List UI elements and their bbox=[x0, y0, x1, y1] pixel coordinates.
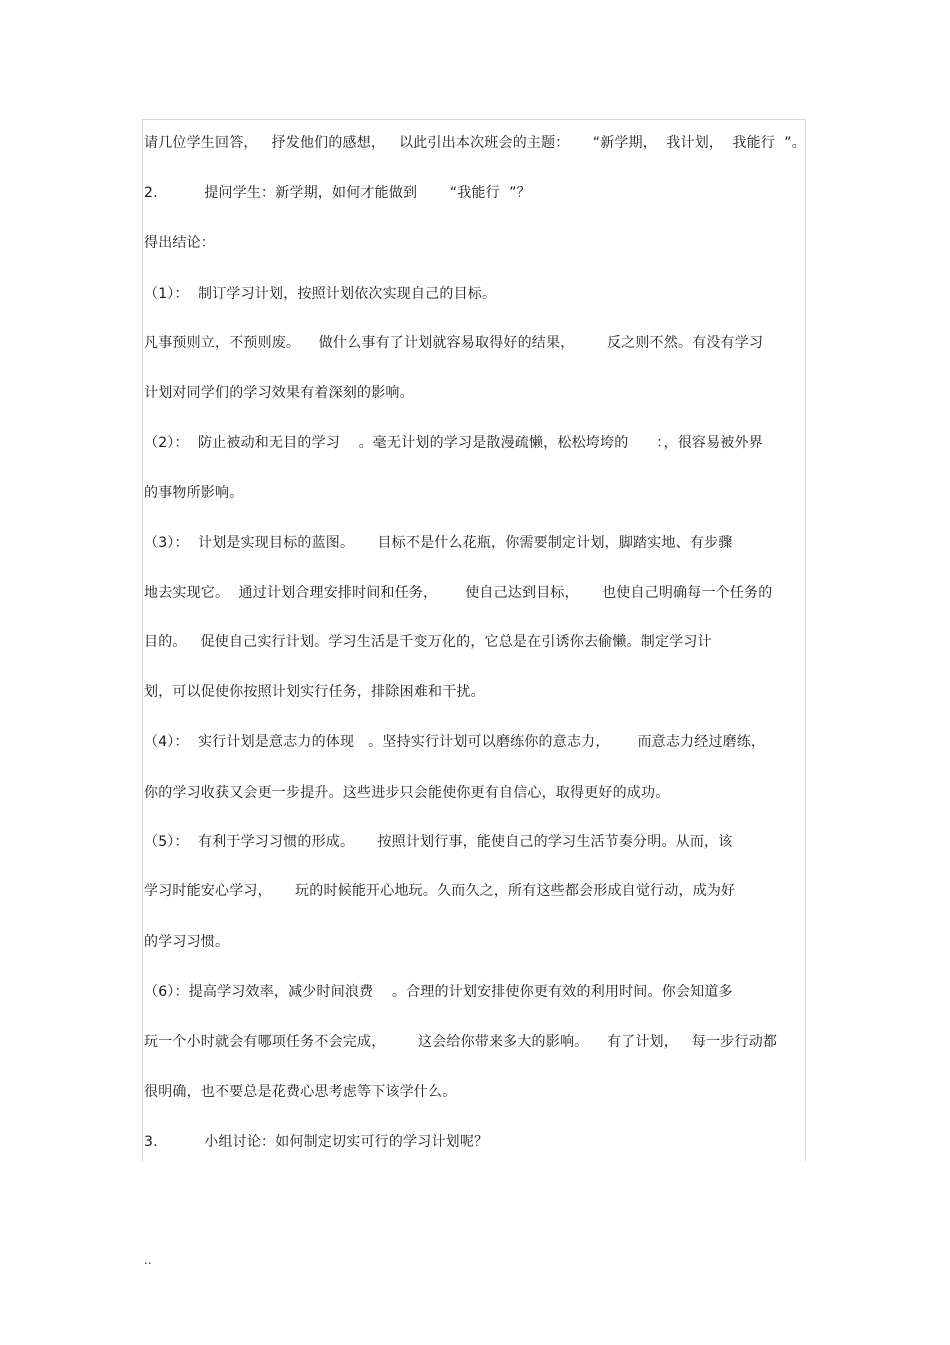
text-line-14: 你的学习收获又会更一步提升。这些进步只会能使你更有自信心，取得更好的成功。 bbox=[144, 785, 670, 801]
text-line-3: 得出结论： bbox=[144, 235, 215, 251]
text-line-1: 请几位学生回答， 抒发他们的感想， 以此引出本次班会的主题： “新学期， 我计划， 我能行 ”。 bbox=[144, 135, 806, 151]
text-line-10: 地去实现它。 通过计划合理安排时间和任务， 使自己达到目标， 也使自己明确每一个任务的 bbox=[144, 585, 773, 601]
text-line-7: （2）： 防止被动和无目的学习 。毫无计划的学习是散漫疏懒，松松垮垮的 ：，很容易被外界 bbox=[144, 435, 763, 451]
text-line-16: 学习时能安心学习， 玩的时候能开心地玩。久而久之，所有这些都会形成自觉行动，成为好 bbox=[144, 883, 736, 899]
text-line-17: 的学习习惯。 bbox=[144, 934, 230, 950]
text-line-9: （3）： 计划是实现目标的蓝图。 目标不是什么花瓶，你需要制定计划，脚踏实地、有步骤 bbox=[144, 535, 733, 551]
text-line-18: （6）：提高学习效率，减少时间浪费 。合理的计划安排使你更有效的利用时间。你会知道多 bbox=[144, 984, 733, 1000]
text-line-20: 很明确，也不要总是花费心思考虑等下该学什么。 bbox=[144, 1084, 457, 1100]
text-line-2: 2. 提问学生：新学期，如何才能做到 “我能行 ”？ bbox=[144, 185, 531, 201]
text-line-12: 划，可以促使你按照计划实行任务，排除困难和干扰。 bbox=[144, 684, 485, 700]
text-line-11: 目的。 促使自己实行计划。学习生活是千变万化的，它总是在引诱你去偷懒。制定学习计 bbox=[144, 634, 712, 650]
text-line-4: （1）： 制订学习计划，按照计划依次实现自己的目标。 bbox=[144, 286, 497, 302]
footer-mark: .. bbox=[144, 1253, 152, 1267]
text-line-19: 玩一个小时就会有哪项任务不会完成， 这会给你带来多大的影响。 有了计划， 每一步行动都 bbox=[144, 1034, 778, 1050]
text-line-5: 凡事预则立，不预则废。 做什么事有了计划就容易取得好的结果， 反之则不然。有没有学习 bbox=[144, 335, 764, 351]
text-line-15: （5）： 有利于学习习惯的形成。 按照计划行事，能使自己的学习生活节奏分明。从而，该 bbox=[144, 834, 733, 850]
text-line-6: 计划对同学们的学习效果有着深刻的影响。 bbox=[144, 385, 414, 401]
text-line-13: （4）： 实行计划是意志力的体现 。坚持实行计划可以磨练你的意志力， 而意志力经过磨练， bbox=[144, 734, 766, 750]
text-line-8: 的事物所影响。 bbox=[144, 485, 244, 501]
text-line-21: 3. 小组讨论：如何制定切实可行的学习计划呢？ bbox=[144, 1134, 489, 1150]
